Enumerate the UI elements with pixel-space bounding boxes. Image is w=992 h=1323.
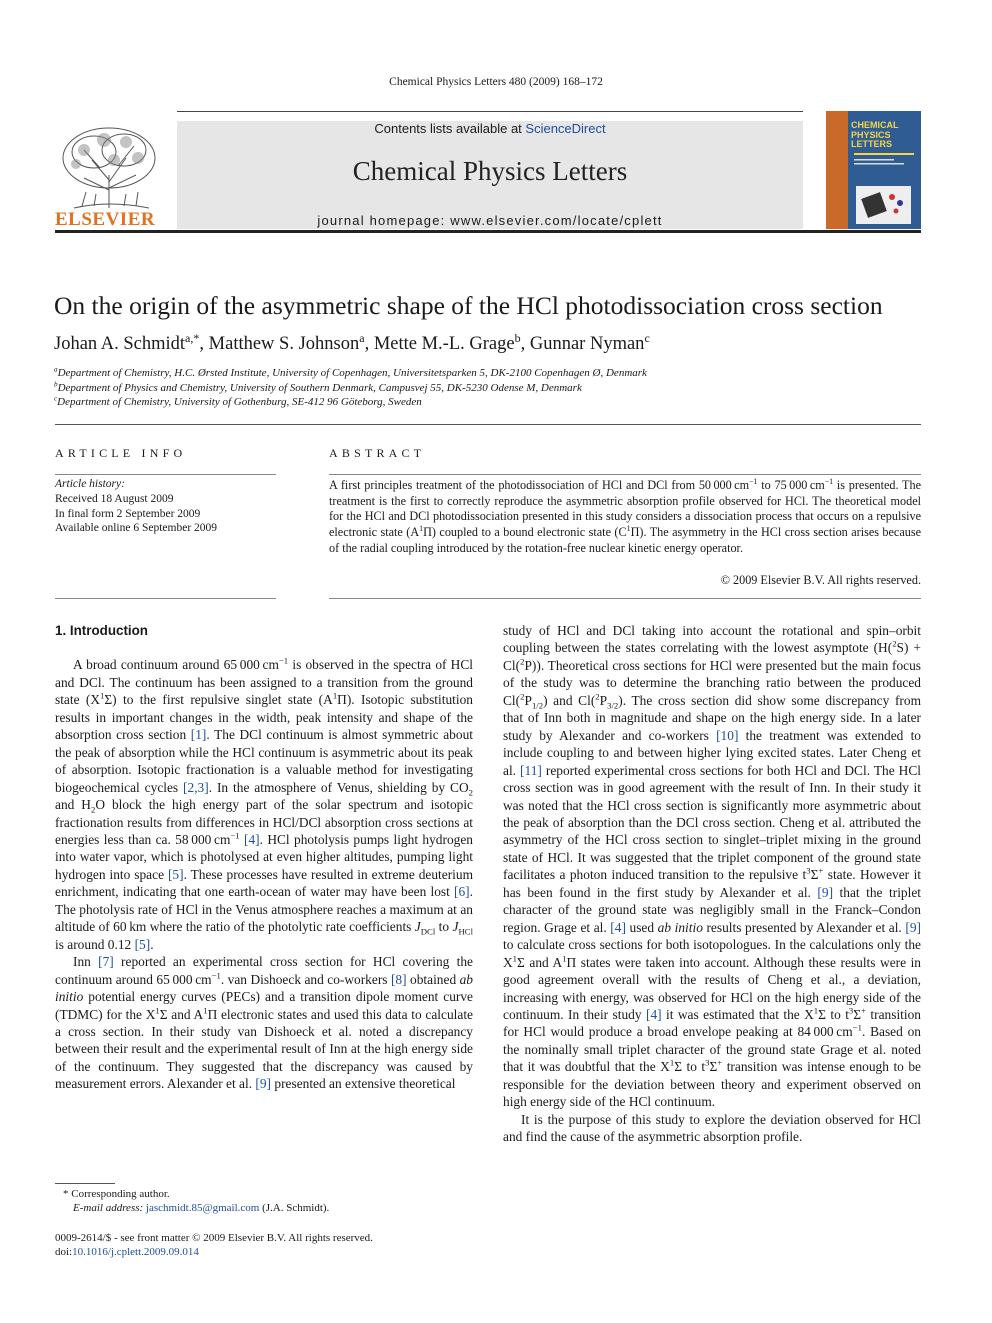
journal-homepage[interactable]: journal homepage: www.elsevier.com/locate/cplett <box>317 213 663 228</box>
paragraph: Inn [7] reported an experimental cross section for HCl covering the continuum around 65 000 $cm^{-1}$. van Dishoeck and co-workers [8] obtained ab initio potential energy curves (PECs) and a transition dipole moment curve (TDMC) for the $X^1\Sigma$ and $A^1\Pi$ electronic states and used this data to calculate a cross section. In their study van Dishoeck et al. noted a discrepancy between their result and the experimental result of Inn at the high energy side of the continuum. They suggested that the discrepancy was caused by measurement errors. Alexander et al. [9] presented an extensive theoretical <box>55 954 473 1092</box>
section-heading: 1. Introduction <box>55 623 148 638</box>
author-name[interactable]: Gunnar Nyman <box>529 334 645 354</box>
history-received: Received 18 August 2009 <box>55 492 174 505</box>
article-info-heading: ARTICLE INFO <box>55 446 187 460</box>
affiliation: $^a$Department of Chemistry, H.C. Ørsted Institute, University of Copenhagen, Universitetsparken 5, DK-2100 Copenhagen Ø, Denmark <box>54 365 647 379</box>
email-link[interactable]: jaschmidt.85@gmail.com <box>145 1202 260 1214</box>
history-online: Available online 6 September 2009 <box>55 522 218 535</box>
article-info-rule <box>55 474 276 475</box>
doi-link[interactable]: 10.1016/j.cplett.2009.09.014 <box>72 1246 199 1258</box>
corresponding-author-note: * Corresponding author. <box>63 1188 170 1200</box>
header-rule <box>55 230 921 233</box>
footnote: * Corresponding author. E-mail address: jaschmidt.85@gmail.com (J.A. Schmidt). <box>55 1187 473 1215</box>
cover-title: CHEMICAL PHYSICS LETTERS <box>851 120 899 149</box>
publisher-wordmark: ELSEVIER <box>55 209 156 230</box>
abstract-text: A first principles treatment of the photodissociation of HCl and DCl from 50 000 $cm^{-1}$ to 75 000 $cm^{-1}$ is presented. The treatment is the first to correctly reproduce the asymmetric absorption profile observed for HCl. The theoretical model for the HCl and DCl photodissociation presented in this study considers a dissociation process that occurs on a repulsive electronic state $(A^1\Pi)$ coupled to a bound electronic state $(C^1\Pi)$. The asymmetry in the HCl cross section arises because of the radial coupling introduced by the rotation-free nuclear kinetic energy operator. <box>329 476 921 555</box>
body-column-right <box>503 622 921 1146</box>
front-matter-notice: 0009-2614/$ - see front matter © 2009 Elsevier B.V. All rights reserved. doi:10.1016/j.cplett.2009.09.014 <box>55 1231 473 1259</box>
copyright: © 2009 Elsevier B.V. All rights reserved. <box>720 573 921 587</box>
affiliation-rule <box>55 424 921 425</box>
journal-reference: Chemical Physics Letters 480 (2009) 168–172 <box>389 76 603 88</box>
paragraph: It is the purpose of this study to explore the deviation observed for HCl and find the cause of the asymmetric absorption profile. <box>503 1111 921 1145</box>
footnote-rule <box>55 1183 115 1184</box>
paragraph: study of HCl and DCl taking into account the rotational and spin–orbit coupling between the states correlating with the lowest asymptote (H($^2$S) + Cl($^2$P)). Theoretical cross sections for HCl were presented but the main focus of the study was to determine the branching ratio between the produced $Cl(^2P_{1/2})$ and $Cl(^2P_{3/2})$. The cross section did show some discrepancy from that of Inn both in magnitude and shape on the high energy side. In a later study by Alexander and co-workers [10] the treatment was extended to include coupling to and between higher lying excited states. Later Cheng et al. [11] reported experimental cross sections for both HCl and DCl. The HCl cross section was in good agreement with the result of Inn. In their study it was noted that the HCl cross section is significantly more asymmetric about the peak of absorption than the DCl cross section. Cheng et al. attributed the asymmetry of the HCl cross section to singlet–triplet mixing in the ground state of HCl. It was suggested that the triplet component of the ground state facilitates a photon induced transition to the repulsive $t^3\Sigma^+$ state. However it has been found in the first study by Alexander et al. [9] that the triplet character of the ground state was negligibly small in the Franck–Condon region. Grage et al. [4] used ab initio results presented by Alexander et al. [9] to calculate cross sections for both isotopologues. In the calculations only the $X^1\Sigma$ and $A^1\Pi$ states were taken into account. Although these results were in good agreement overall with the results of Cheng et al., a deviation, increasing with energy, was observed for HCl on the high energy side of the continuum. In their study [4] it was estimated that the $X^1\Sigma$ to $t^3\Sigma^+$ transition for HCl would produce a broad envelope peaking at 84 000 $cm^{-1}$. Based on the nominally small triplet character of the ground state Grage et al. noted that it was doubtful that the $X^1\Sigma$ to $t^3\Sigma^+$ transition was intense enough to be responsible for the deviation between theory and experiment observed on high energy side of the HCl continuum. <box>503 623 922 1110</box>
body-column-left <box>55 622 473 1093</box>
author-name[interactable]: Mette M.-L. Grage <box>373 334 515 354</box>
contents-prefix: Contents lists available at <box>374 121 526 136</box>
contents-line <box>177 121 803 136</box>
abstract-rule <box>329 474 921 475</box>
author-name[interactable]: Johan A. Schmidt <box>54 334 186 354</box>
sciencedirect-link[interactable]: ScienceDirect <box>525 121 606 136</box>
history-final-form: In final form 2 September 2009 <box>55 507 201 520</box>
affiliation: $^c$Department of Chemistry, University of Gothenburg, SE-412 96 Göteborg, Sweden <box>54 394 422 408</box>
author-marks: b <box>514 330 521 345</box>
issn-line: 0009-2614/$ - see front matter © 2009 Elsevier B.V. All rights reserved. <box>55 1232 373 1244</box>
author-marks: c <box>644 330 650 345</box>
history-label: Article history: <box>55 478 125 490</box>
author-name[interactable]: Matthew S. Johnson <box>208 334 360 354</box>
journal-cover-image <box>826 111 921 229</box>
author-list: Johan A. Schmidt$^{a,*}$, Matthew S. Johnson$^a$, Mette M.-L. Grage$^b$, Gunnar Nyman$^c$ <box>54 330 650 354</box>
journal-name: Chemical Physics Letters <box>352 156 628 186</box>
author-marks: a <box>359 330 365 345</box>
top-rule <box>177 111 803 112</box>
paragraph: A broad continuum around 65 000 $cm^{-1}$ is observed in the spectra of HCl and DCl. The continuum has been assigned to a transition from the ground state $(X^1\Sigma)$ to the first repulsive singlet state $(A^1\Pi)$. Isotopic substitution results in important changes in the width, peak intensity and shape of the absorption cross section [1]. The DCl continuum is almost symmetric about the peak of absorption while the HCl continuum is asymmetric about its peak of absorption. Isotopic fractionation is a valuable method for investigating biogeochemical cycles [2,3]. In the atmosphere of Venus, shielding by $CO_2$ and $H_2O$ block the high energy part of the solar spectrum and isotopic fractionation results from differences in HCl/DCl absorption cross sections at energies less than ca. 58 000 $cm^{-1}$ [4]. HCl photolysis pumps light hydrogen into water vapor, which is photolysed at even higher altitudes, pumping light hydrogen into space [5]. These processes have resulted in extreme deuterium enrichment, indicating that one earth-ocean of water may have been lost [6]. The photolysis rate of HCl in the Venus atmosphere reaches a maximum at an altitude of 60 km where the ratio of the photolytic rate coefficients $J_{DCl}$ to $J_{HCl}$ is around 0.12 [5]. <box>55 655 474 952</box>
article-info-bottom-rule <box>55 598 276 599</box>
abstract-bottom-rule <box>329 598 921 599</box>
affiliations <box>54 366 934 410</box>
abstract-heading: ABSTRACT <box>329 446 426 460</box>
article-title: On the origin of the asymmetric shape of the HCl photodissociation cross section <box>54 291 883 320</box>
affiliation: $^b$Department of Physics and Chemistry, University of Southern Denmark, Campusvej 55, DK-5230 Odense M, Denmark <box>54 379 582 394</box>
email-label: E-mail address: <box>73 1202 144 1214</box>
article-history <box>55 477 276 536</box>
author-marks: a,* <box>185 330 200 345</box>
